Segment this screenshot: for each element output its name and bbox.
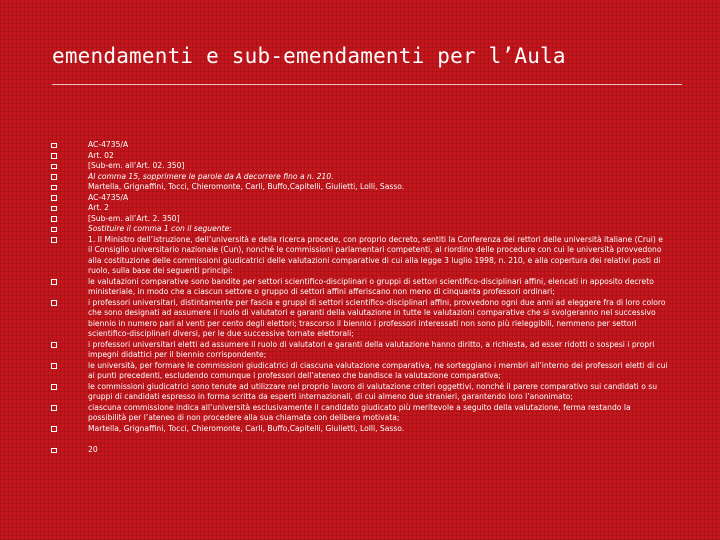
list-item: [48, 193, 668, 204]
hollow-square-bullet-icon: [51, 143, 57, 149]
hollow-square-bullet-icon: [51, 174, 57, 180]
list-item: [48, 361, 668, 382]
list-item: [48, 298, 668, 340]
hollow-square-bullet-icon: [51, 426, 57, 432]
list-item: [48, 182, 668, 193]
content-list: [48, 140, 668, 456]
list-item: [48, 403, 668, 424]
list-item-text: i professori universitari, distintamente per fascia e gruppi di settori scientifico-disciplinari affini, provvedono ogni due anni ad eleggere fra di loro coloro che sono designati ad assumere il ruolo di valutatori e garanti della valutazione in tutte le valutazioni comparative che si svolgeranno nel successivo biennio in numero pari al venti per cento degli elettori; trascorso il biennio i professori interessati non sono più rieleggibili, nemmeno per settori scientifico-disciplinari diversi, per le due successive tornate elettorali;: [88, 297, 666, 338]
hollow-square-bullet-icon: [51, 227, 57, 233]
list-item: [48, 340, 668, 361]
list-item-text: AC-4735/A: [88, 192, 129, 202]
hollow-square-bullet-icon: [51, 405, 57, 411]
list-item-text: 1. Il Ministro dell’istruzione, dell’università e della ricerca procede, con proprio decreto, sentiti la Conferenza dei rettori delle università italiane (Crui) e il Consiglio universitario nazionale (Cun), nonché le commissioni parlamentari competenti, al riordino delle procedure con cui le università provvedono alla costituzione delle commissioni giudicatrici delle valutazioni comparative di cui alla legge 3 luglio 1998, n. 210, e alla copertura dei relativi posti di ruolo, sulla base dei seguenti principi:: [88, 234, 663, 275]
list-item: [48, 424, 668, 435]
hollow-square-bullet-icon: [51, 206, 57, 212]
hollow-square-bullet-icon: [51, 384, 57, 390]
list-item-text: Art. 2: [88, 203, 109, 212]
list-item-text: i professori universitari eletti ad assumere il ruolo di valutatori e garanti della valutazione hanno diritto, a richiesta, ad esser ridotti o sospesi i propri impegni didattici per il biennio corrispondente;: [88, 339, 655, 359]
list-item-text: le commissioni giudicatrici sono tenute ad utilizzare nel proprio lavoro di valutazione criteri oggettivi, nonché il parere comparativo sui candidati o su gruppi di candidati espresso in forma scritta da esperti internazionali, di cui almeno due stranieri, garantendo loro l’anonimato;: [88, 381, 658, 401]
list-item-text: AC-4735/A: [88, 140, 129, 149]
list-item: [48, 151, 668, 162]
hollow-square-bullet-icon: [51, 195, 57, 201]
hollow-square-bullet-icon: [51, 153, 57, 159]
list-item: [48, 277, 668, 298]
list-item-text: [Sub-em. all’Art. 02. 350]: [88, 161, 185, 170]
hollow-square-bullet-icon: [51, 448, 57, 454]
hollow-square-bullet-icon: [51, 216, 57, 222]
list-item-text: Sostituire il comma 1 con il seguente:: [88, 224, 232, 233]
list-item-text: [Sub-em. all’Art. 2. 350]: [88, 213, 180, 223]
list-item: [48, 140, 668, 151]
list-item-text: le università, per formare le commissioni giudicatrici di ciascuna valutazione comparativa, ne sorteggiano i membri all’interno dei professori eletti di cui ai punti precedenti, escludendo comunque i professori dell’ateneo che bandisce la valutazione comparativa;: [88, 360, 668, 380]
list-item: [48, 235, 668, 277]
list-item: [48, 161, 668, 172]
list-item-text: Martella, Grignaffini, Tocci, Chieromonte, Carli, Buffo,Capitelli, Giulietti, Lolli, Sasso.: [88, 423, 405, 433]
list-item-text: Martella, Grignaffini, Tocci, Chieromonte, Carli, Buffo,Capitelli, Giulietti, Lolli, Sasso.: [88, 182, 405, 191]
list-item: [48, 172, 668, 183]
hollow-square-bullet-icon: [51, 342, 57, 348]
hollow-square-bullet-icon: [51, 279, 57, 285]
list-item: [48, 382, 668, 403]
hollow-square-bullet-icon: [51, 237, 57, 243]
list-item-text: le valutazioni comparative sono bandite per settori scientifico-disciplinari o gruppi di settori scientifico-disciplinari affini, elencati in apposito decreto ministeriale, in modo che a ciascun settore o gruppo di settori affini afferiscano non meno di cinquanta professori ordinari;: [88, 276, 654, 296]
list-item: [48, 445, 668, 456]
list-item: [48, 224, 668, 235]
list-item: [48, 214, 668, 225]
list-item-text: ciascuna commissione indica all’università esclusivamente il candidato giudicato più meritevole a seguito della valutazione, ferma restando la possibilità per l’ateneo di non procedere alla sua chiamata con delibera motivata;: [88, 402, 631, 422]
hollow-square-bullet-icon: [51, 300, 57, 306]
hollow-square-bullet-icon: [51, 164, 57, 170]
slide-title: emendamenti e sub-emendamenti per l’Aula: [52, 44, 566, 68]
hollow-square-bullet-icon: [51, 363, 57, 369]
list-item-text: 20: [88, 445, 98, 454]
title-divider: [52, 84, 682, 85]
hollow-square-bullet-icon: [51, 185, 57, 191]
list-item: [48, 203, 668, 214]
list-item-text: Art. 02: [88, 150, 114, 160]
list-item-text: Al comma 15, sopprimere le parole da A decorrere fino a n. 210.: [88, 171, 334, 181]
